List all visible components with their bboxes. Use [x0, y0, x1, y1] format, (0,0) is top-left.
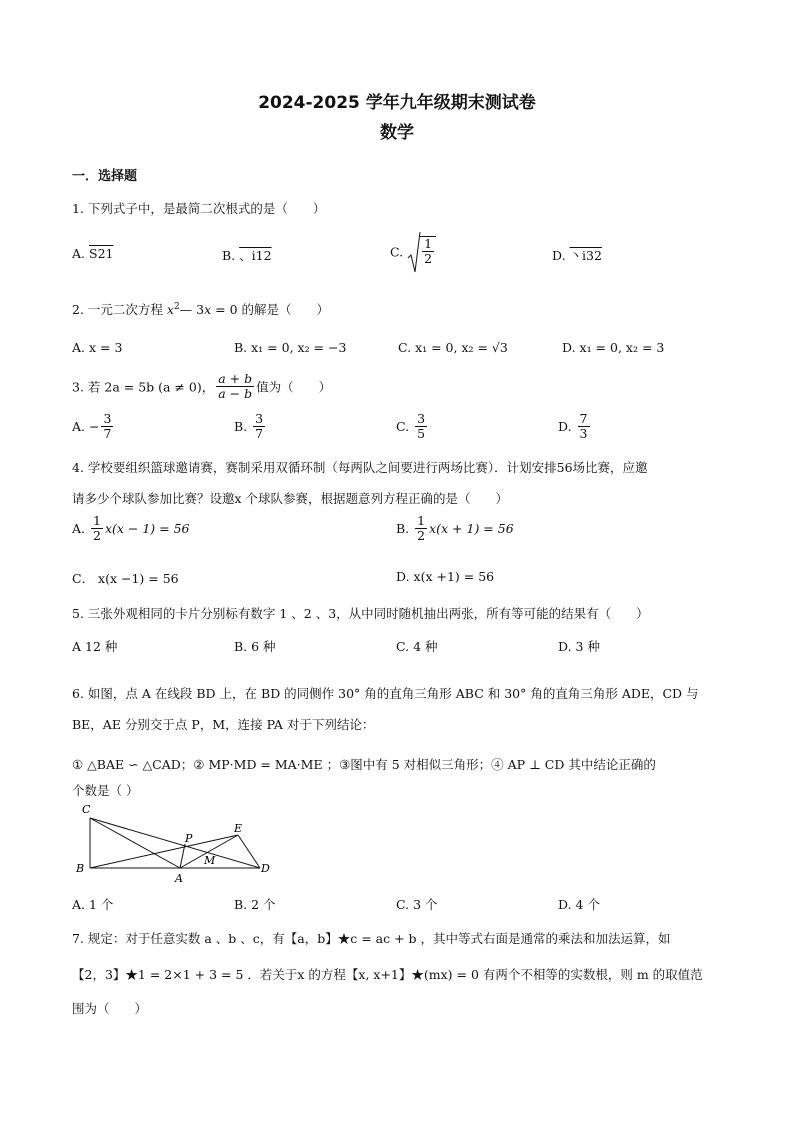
exam-title: 2024-2025 学年九年级期末测试卷 [258, 93, 536, 113]
q4-line-2: 请多少个球队参加比赛？设邀x 个球队参赛，根据题意列方程正确的是（ ） [72, 491, 509, 506]
q6-line-3: ① △BAE ∽ △CAD；② MP·MD = MA·ME ；③图中有 5 对相似三角形；④ AP ⊥ CD 其中结论正确的 [72, 757, 656, 772]
q3-option-b: B. $\frac{3}{7}$ [234, 411, 264, 441]
q3-option-c: C. $\frac{3}{5}$ [396, 411, 426, 441]
q6-option-b: B. 2 个 [234, 897, 276, 912]
q1-option-a: A. S21 [72, 246, 114, 261]
q2-option-a: A. x = 3 [72, 340, 123, 355]
q6-option-c: C. 3 个 [396, 897, 438, 912]
q6-line-1: 6. 如图，点 A 在线段 BD 上，在 BD 的同侧作 30° 角的直角三角形 ABC 和 30° 角的直角三角形 ADE，CD 与 [72, 686, 699, 701]
q2-option-c: C. x₁ = 0, x₂ = √3 [398, 340, 508, 355]
section-heading: 一．选择题 [72, 169, 138, 184]
q6-option-d: D. 4 个 [558, 897, 600, 912]
q7-line-2: 【2，3】★1 = 2×1 + 3 = 5 ．若关于x 的方程【x, x+1】★(mx) = 0 有两个不相等的实数根，则 m 的取值范 [72, 967, 703, 982]
q6-line-2: BE，AE 分别交于点 P，M，连接 PA 对于下列结论： [72, 717, 375, 732]
q1-stem: 1. 下列式子中，是最简二次根式的是（ ） [72, 201, 326, 216]
q4-line-1: 4. 学校要组织篮球邀请赛，赛制采用双循环制（每两队之间要进行两场比赛）．计划安排56场比赛，应邀 [72, 460, 648, 475]
q6-geometry-figure [72, 800, 282, 886]
q4-option-d: D. x(x +1) = 56 [396, 569, 495, 584]
q7-line-1: 7. 规定：对于任意实数 a 、b 、c，有【a，b】★c = ac + b ，其中等式右面是通常的乘法和加法运算，如 [72, 931, 671, 946]
label-E: E [234, 822, 243, 835]
q4-option-a: A. $\frac{1}{2}$ x(x − 1) = 56 [72, 513, 190, 543]
q5-option-b: B. 6 种 [234, 639, 276, 654]
q7-line-3: 围为（ ） [72, 1001, 148, 1016]
q6-line-4: 个数是（ ） [72, 783, 139, 798]
q2-stem: 2. 一元二次方程 $x^2—$ 3x = 0 的解是（ ） [72, 301, 330, 317]
q5-option-c: C. 4 种 [396, 639, 438, 654]
q4-option-b: B. $\frac{1}{2}$ x(x + 1) = 56 [396, 513, 514, 543]
label-D: D [261, 862, 270, 875]
q1-option-b: B. 、i12 [222, 248, 272, 263]
q4-option-c: C． x(x −1) = 56 [72, 571, 179, 586]
q2-option-b: B. x₁ = 0, x₂ = −3 [234, 340, 347, 355]
label-M: M [204, 854, 216, 867]
q2-option-d: D. x₁ = 0, x₂ = 3 [562, 340, 665, 355]
sqrt-sign [407, 230, 421, 274]
subject-title: 数学 [380, 123, 414, 143]
label-P: P [185, 832, 193, 845]
q3-stem: 3. 若 2a = 5b (a ≠ 0)， $\frac{a + b}{a - b}$ 值为（ ） [72, 371, 332, 401]
q5-option-d: D. 3 种 [558, 639, 600, 654]
q3-option-d: D. $\frac{7}{3}$ [558, 411, 588, 441]
q1-option-d: D. 丶i32 [552, 248, 602, 263]
label-A: A [175, 872, 183, 885]
q1-option-c: C. $\frac{1}{2}$ [390, 230, 436, 274]
q5-option-a: A 12 种 [72, 639, 118, 654]
label-C: C [82, 803, 91, 816]
q5-stem: 5. 三张外观相同的卡片分别标有数字 1 、2 、3，从中同时随机抽出两张，所有等可能的结果有（ ） [72, 606, 649, 621]
q6-option-a: A. 1 个 [72, 897, 114, 912]
label-B: B [76, 862, 85, 875]
q3-option-a: A. − $\frac{3}{7}$ [72, 411, 112, 441]
